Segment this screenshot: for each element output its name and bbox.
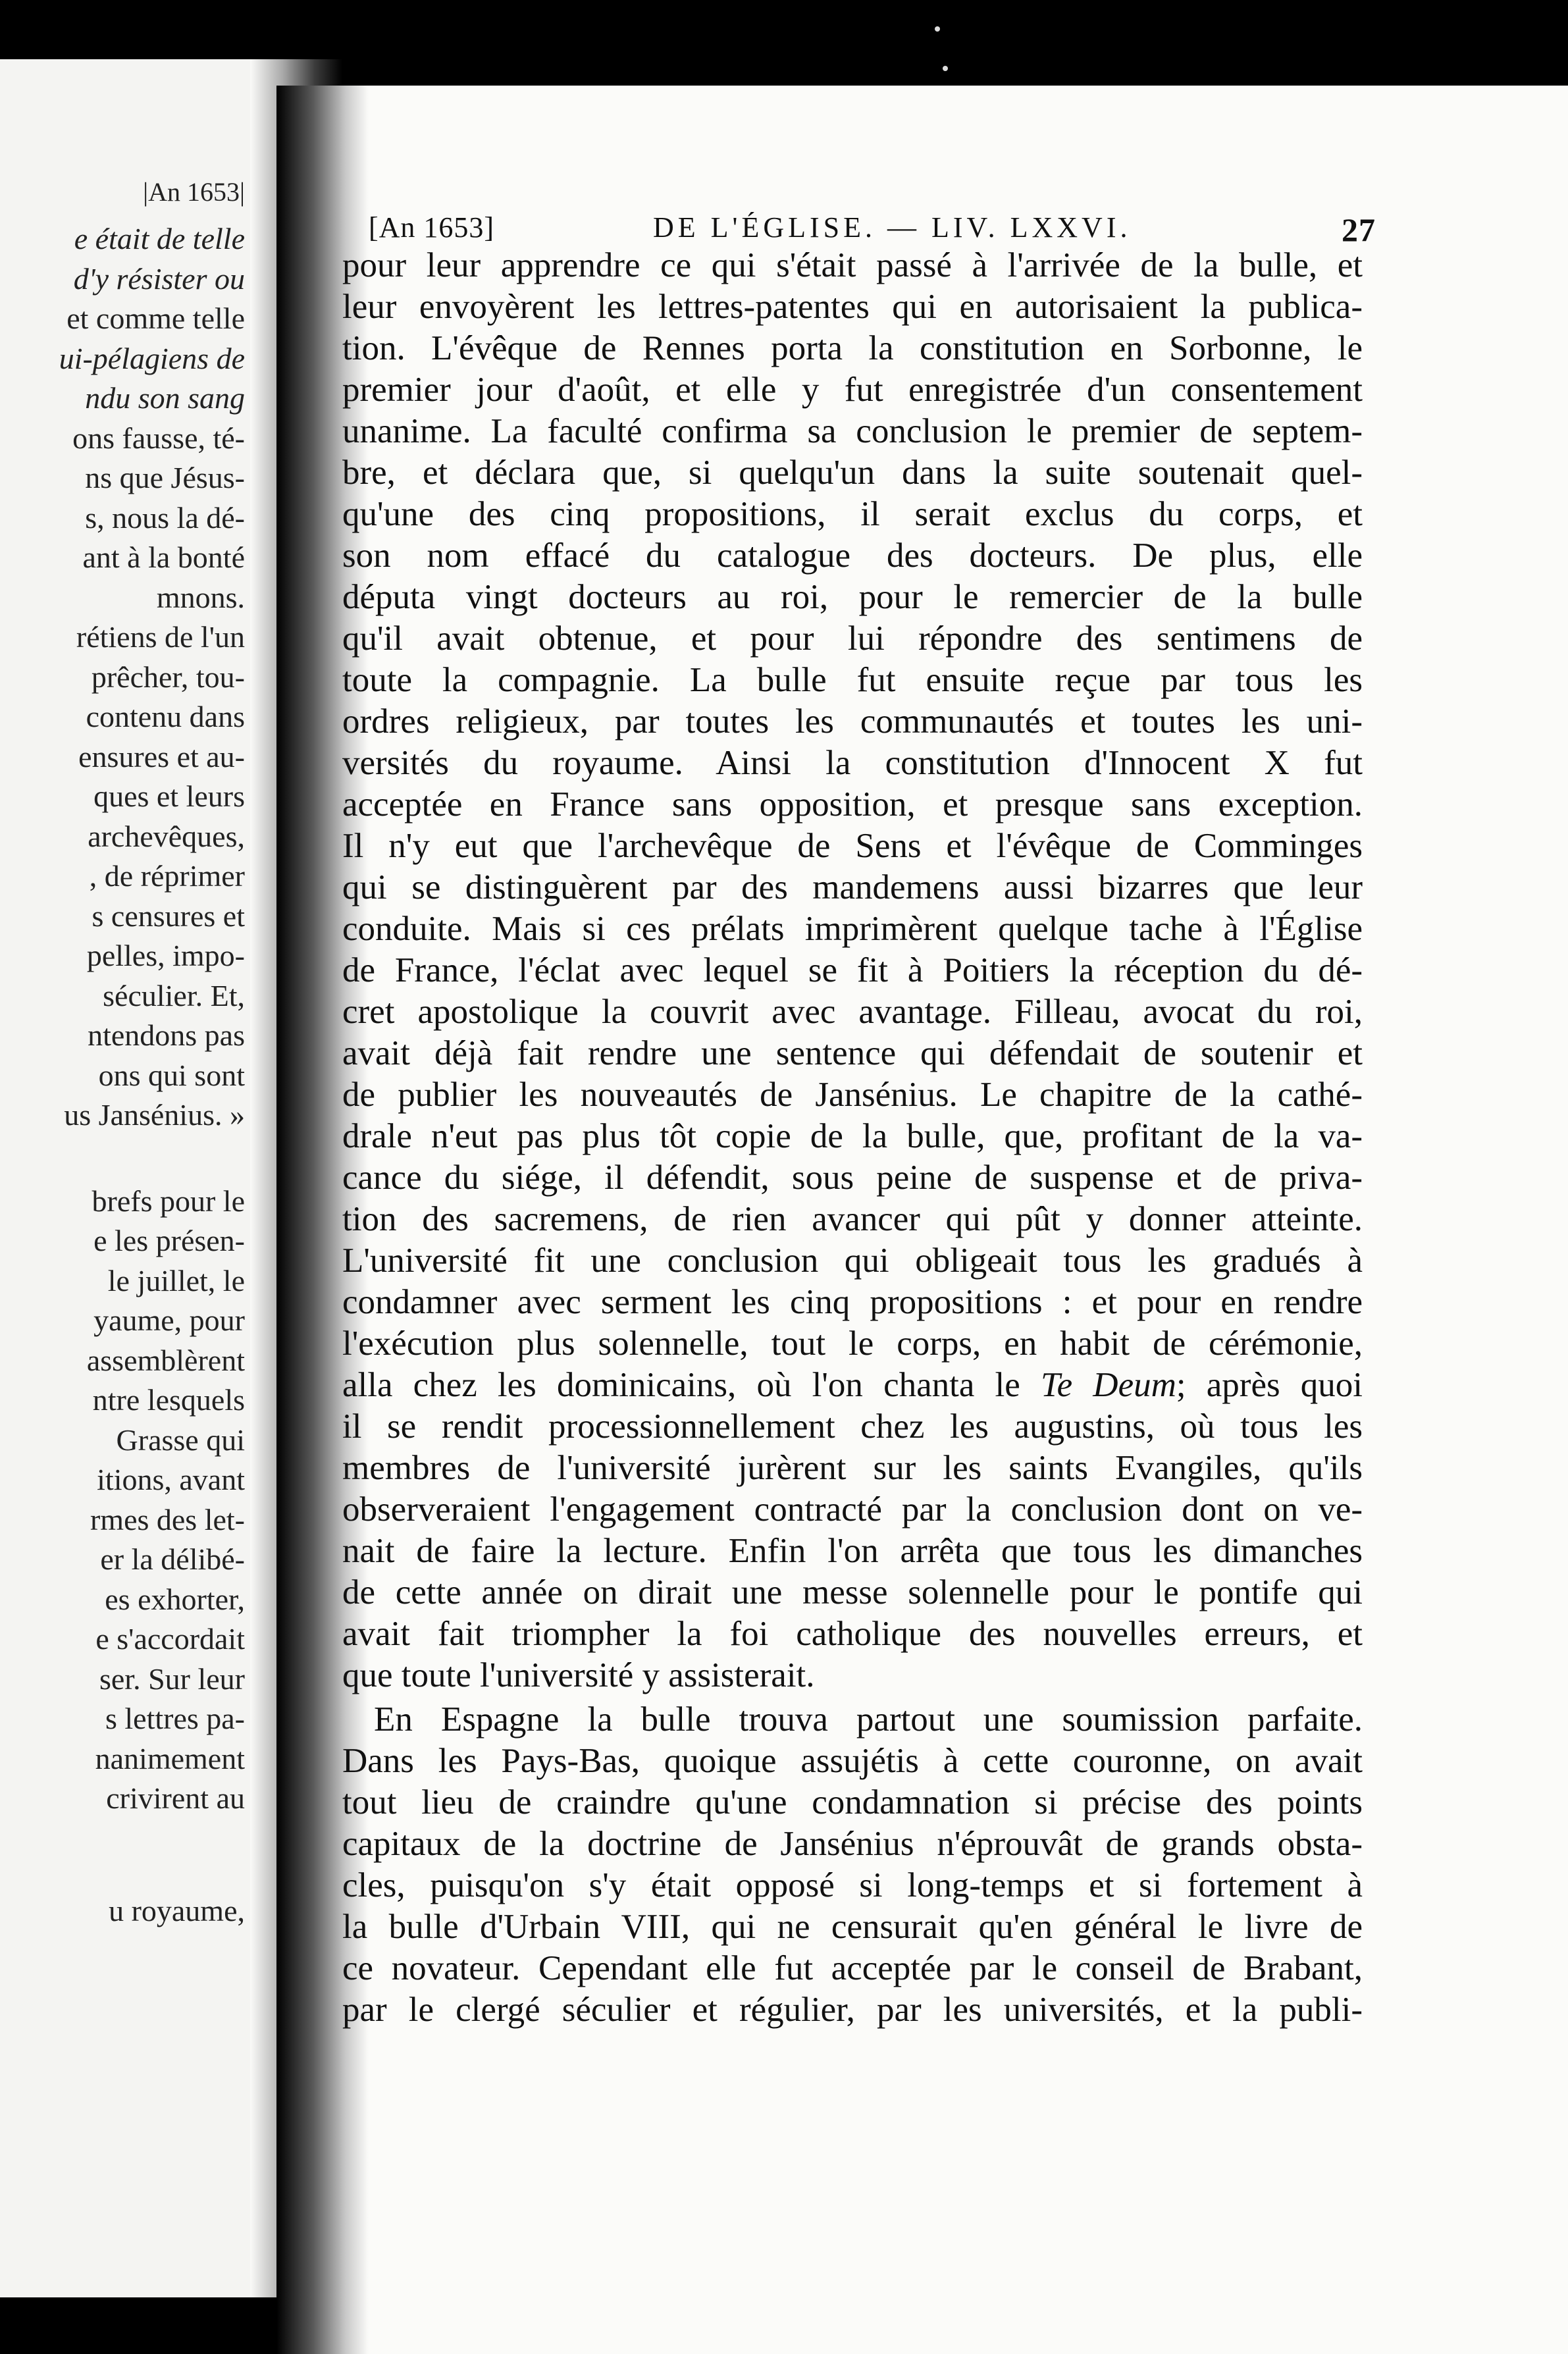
left-page-line: s censures et	[91, 899, 245, 933]
body-line: de publier les nouveautés de Jansénius. Le chapitre de la cathé-	[342, 1076, 1363, 1114]
body-line: tion. L'évêque de Rennes porta la constitution en Sorbonne, le	[342, 329, 1363, 367]
body-text	[342, 245, 1363, 2031]
body-line: que toute l'université y assisterait.	[342, 1656, 815, 1694]
body-line: tout lieu de craindre qu'une condamnation si précise des points	[342, 1783, 1363, 1821]
body-line: En Espagne la bulle trouva partout une soumission parfaite.	[374, 1700, 1363, 1739]
body-line: de cette année on dirait une messe solennelle pour le pontife qui	[342, 1573, 1363, 1611]
body-line: avait fait triompher la foi catholique des nouvelles erreurs, et	[342, 1615, 1363, 1653]
left-page-line: crivirent au	[106, 1781, 245, 1815]
body-line: l'exécution plus solennelle, tout le corps, en habit de cérémonie,	[342, 1324, 1363, 1363]
body-line: son nom effacé du catalogue des docteurs. De plus, elle	[342, 536, 1363, 575]
left-page-line: ui-pélagiens de	[59, 341, 245, 375]
body-line: avait déjà fait rendre une sentence qui défendait de soutenir et	[342, 1034, 1363, 1072]
body-line: leur envoyèrent les lettres-patentes qui en autorisaient la publica-	[342, 288, 1363, 326]
body-line: par le clergé séculier et régulier, par les universités, et la publi-	[342, 1991, 1363, 2029]
left-page-line: er la délibé-	[100, 1542, 245, 1576]
body-line: observeraient l'engagement contracté par la conclusion dont on ve-	[342, 1490, 1363, 1529]
body-line: qu'il avait obtenue, et pour lui répondre des sentimens de	[342, 619, 1363, 658]
left-page-line: pelles, impo-	[86, 939, 245, 972]
body-line: de France, l'éclat avec lequel se fit à Poitiers la réception du dé-	[342, 951, 1363, 989]
italic-phrase: Te Deum	[1040, 1366, 1176, 1404]
left-page-line: u royaume,	[109, 1893, 245, 1927]
left-page-line: Grasse qui	[116, 1423, 245, 1457]
left-page-line: rétiens de l'un	[76, 620, 245, 654]
left-page-line: e était de telle	[74, 222, 245, 255]
body-line: la bulle d'Urbain VIII, qui ne censurait qu'en général le livre de	[342, 1908, 1363, 1946]
body-line: membres de l'université jurèrent sur les saints Evangiles, qu'ils	[342, 1449, 1363, 1487]
left-page-line: archevêques,	[88, 819, 245, 853]
header-title: DE L'ÉGLISE. — LIV. LXXVI.	[653, 211, 1132, 244]
left-page-line: le juillet, le	[107, 1263, 245, 1297]
body-line	[342, 1365, 1363, 1406]
left-page-line: ntre lesquels	[92, 1383, 245, 1417]
left-page-line: itions, avant	[97, 1463, 245, 1496]
body-line: acceptée en France sans opposition, et presque sans exception.	[342, 785, 1363, 824]
header-year: [An 1653]	[369, 211, 495, 244]
page-number: 27	[1342, 211, 1376, 248]
left-page-line: d'y résister ou	[73, 261, 245, 296]
left-page-line: mnons.	[156, 580, 245, 614]
left-page-line: s, nous la dé-	[85, 500, 245, 535]
body-line: qui se distinguèrent par des mandemens aussi bizarres que leur	[342, 868, 1363, 906]
body-line: cance du siége, il défendit, sous peine de suspense et de priva-	[342, 1159, 1363, 1197]
body-line: L'université fit une conclusion qui obligeait tous les gradués à	[342, 1242, 1363, 1280]
scan-speck	[935, 26, 940, 32]
body-line: conduite. Mais si ces prélats imprimèrent quelque tache à l'Église	[342, 910, 1363, 948]
left-page-line: e les présen-	[93, 1224, 245, 1257]
left-page-line: nanimement	[95, 1741, 245, 1775]
body-line: cret apostolique la couvrit avec avantage. Filleau, avocat du roi,	[342, 993, 1363, 1031]
body-line-part: alla chez les dominicains, où l'on chanta le	[342, 1366, 1041, 1404]
body-line: capitaux de la doctrine de Jansénius n'éprouvât de grands obsta-	[342, 1825, 1363, 1863]
left-page-line: es exhorter,	[105, 1582, 245, 1616]
left-page-line: prêcher, tou-	[91, 660, 245, 694]
left-header: |An 1653|	[143, 177, 245, 207]
left-page-line: yaume, pour	[93, 1303, 245, 1337]
body-line: tion des sacremens, de rien avancer qui pût y donner atteinte.	[342, 1200, 1363, 1238]
body-line: pour leur apprendre ce qui s'était passé à l'arrivée de la bulle, et	[342, 246, 1363, 284]
left-page-line: s lettres pa-	[105, 1702, 245, 1735]
left-page-line: ntendons pas	[88, 1018, 245, 1052]
body-line: cles, puisqu'on s'y était opposé si long-temps et si fortement à	[342, 1866, 1363, 1904]
body-line: il se rendit processionnellement chez les augustins, où tous les	[342, 1407, 1363, 1446]
body-line: Dans les Pays-Bas, quoique assujétis à cette couronne, on avait	[342, 1742, 1363, 1780]
body-line: drale n'eut pas plus tôt copie de la bulle, que, profitant de la va-	[342, 1117, 1363, 1155]
left-page-line: e s'accordait	[95, 1622, 245, 1656]
left-page-line: ndu son sang	[85, 381, 245, 415]
body-line: nait de faire la lecture. Enfin l'on arrêta que tous les dimanches	[342, 1532, 1363, 1570]
body-line: Il n'y eut que l'archevêque de Sens et l'évêque de Comminges	[342, 827, 1363, 865]
body-line-part: ; après quoi	[1176, 1366, 1363, 1404]
left-page-line: et comme telle	[66, 301, 245, 335]
left-page-line: ques et leurs	[93, 779, 245, 813]
left-page-line: brefs pour le	[91, 1184, 245, 1218]
left-page-line: ons qui sont	[98, 1058, 245, 1092]
left-page-line: , de réprimer	[89, 859, 245, 893]
left-page-line: ons fausse, té-	[72, 421, 245, 455]
left-page-line: ns que Jésus-	[85, 461, 245, 494]
body-line: députa vingt docteurs au roi, pour le remercier de la bulle	[342, 578, 1363, 616]
body-line: versités du royaume. Ainsi la constitution d'Innocent X fut	[342, 744, 1363, 782]
body-line: unanime. La faculté confirma sa conclusion le premier de septem-	[342, 412, 1363, 450]
body-line: condamner avec serment les cinq propositions : et pour en rendre	[342, 1283, 1363, 1321]
body-line: bre, et déclara que, si quelqu'un dans la suite soutenait quel-	[342, 454, 1363, 492]
body-line: ordres religieux, par toutes les communautés et toutes les uni-	[342, 702, 1363, 741]
body-line: qu'une des cinq propositions, il serait exclus du corps, et	[342, 495, 1363, 533]
body-line: premier jour d'août, et elle y fut enregistrée d'un consentement	[342, 371, 1363, 409]
running-header	[369, 211, 1376, 250]
left-page-line: contenu dans	[86, 700, 245, 733]
left-page-line: rmes des let-	[90, 1502, 245, 1536]
left-page-line: ser. Sur leur	[99, 1661, 245, 1696]
left-page-line: us Jansénius. »	[64, 1098, 245, 1132]
left-page-line: assemblèrent	[86, 1343, 245, 1377]
scan-speck	[943, 66, 948, 71]
left-page-line: ensures et au-	[78, 739, 245, 773]
body-line: ce novateur. Cependant elle fut acceptée par le conseil de Brabant,	[342, 1949, 1363, 1987]
body-line: toute la compagnie. La bulle fut ensuite reçue par tous les	[342, 661, 1363, 699]
left-page-line: ant à la bonté	[82, 540, 245, 574]
left-page-line: séculier. Et,	[103, 978, 245, 1012]
